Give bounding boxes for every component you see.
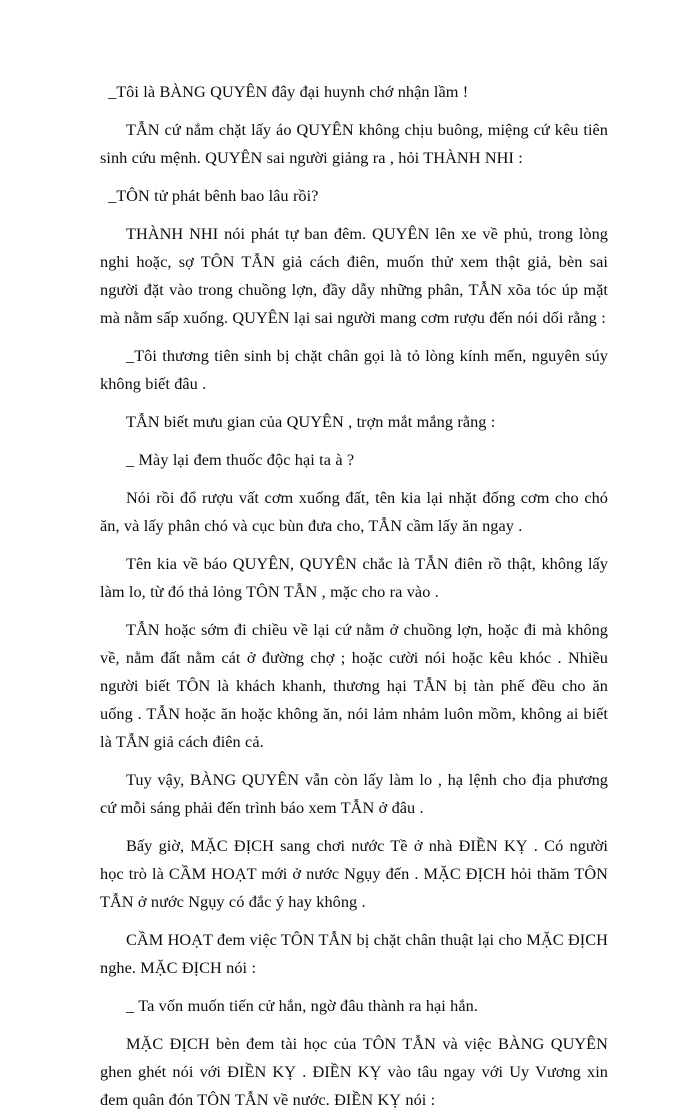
paragraph: Nói rồi đổ rượu vất cơm xuống đất, tên kia lại nhặt đống cơm cho chó ăn, và lấy phân chó và cục bùn đưa cho, TẪN cầm lấy ăn ngay . xyxy=(100,488,608,535)
paragraph: _ Ta vốn muốn tiến cử hắn, ngờ đâu thành ra hại hắn. xyxy=(126,996,478,1015)
paragraph: CẦM HOẠT đem việc TÔN TẪN bị chặt chân thuật lại cho MẶC ĐỊCH nghe. MẶC ĐỊCH nói : xyxy=(100,930,608,977)
paragraph: _Tôi thương tiên sinh bị chặt chân gọi là tỏ lòng kính mến, nguyên súy không biết đâu . xyxy=(100,346,608,393)
paragraph: Tuy vậy, BÀNG QUYÊN vẫn còn lấy làm lo , hạ lệnh cho địa phương cứ mỗi sáng phải đến trình báo xem TẪN ở đâu . xyxy=(100,770,608,817)
paragraph: Bấy giờ, MẶC ĐỊCH sang chơi nước Tề ở nhà ĐIỀN KỴ . Có người học trò là CẦM HOẠT mới ở nước Ngụy đến . MẶC ĐỊCH hỏi thăm TÔN TẪN ở nước Ngụy có đắc ý hay không . xyxy=(100,836,608,911)
paragraph: _ Mày lại đem thuốc độc hại ta à ? xyxy=(126,450,355,469)
paragraph: _TÔN tử phát bênh bao lâu rồi? xyxy=(108,186,319,205)
paragraph: TẪN biết mưu gian của QUYÊN , trợn mắt mắng rằng : xyxy=(126,412,496,431)
paragraph: Tên kia về báo QUYÊN, QUYÊN chắc là TẪN điên rồ thật, không lấy làm lo, từ đó thả lỏng TÔN TẪN , mặc cho ra vào . xyxy=(100,554,608,601)
paragraph: MẶC ĐỊCH bèn đem tài học của TÔN TẪN và việc BÀNG QUYÊN ghen ghét nói với ĐIỀN KỴ . ĐIỀN KỴ vào tâu ngay với Uy Vương xin đem quân đón TÔN TẪN về nước. ĐIỀN KỴ nói : xyxy=(100,1034,608,1109)
paragraph: _Tôi là BÀNG QUYÊN đây đại huynh chớ nhận lầm ! xyxy=(108,82,469,101)
document-text-column xyxy=(100,78,608,1114)
paragraph: THÀNH NHI nói phát tự ban đêm. QUYÊN lên xe về phủ, trong lòng nghi hoặc, sợ TÔN TẪN giả cách điên, muốn thử xem thật giả, bèn sai người đặt vào trong chuồng lợn, đầy dẫy những phân, TẪN xõa tóc úp mặt mà nằm sấp xuống. QUYÊN lại sai người mang cơm rượu đến nói dối rằng : xyxy=(100,224,608,327)
paragraph: TẪN cứ nắm chặt lấy áo QUYÊN không chịu buông, miệng cứ kêu tiên sinh cứu mệnh. QUYÊN sai người giảng ra , hỏi THÀNH NHI : xyxy=(100,120,608,167)
paragraph: TẪN hoặc sớm đi chiều về lại cứ nằm ở chuồng lợn, hoặc đi mà không về, nằm đất nằm cát ở đường chợ ; hoặc cười nói hoặc kêu khóc . Nhiều người biết TÔN là khách khanh, thương hại TẪN bị tàn phế đều cho ăn uống . TẪN hoặc ăn hoặc không ăn, nói lảm nhảm luôn mồm, không ai biết là TẪN giả cách điên cả. xyxy=(100,620,608,751)
